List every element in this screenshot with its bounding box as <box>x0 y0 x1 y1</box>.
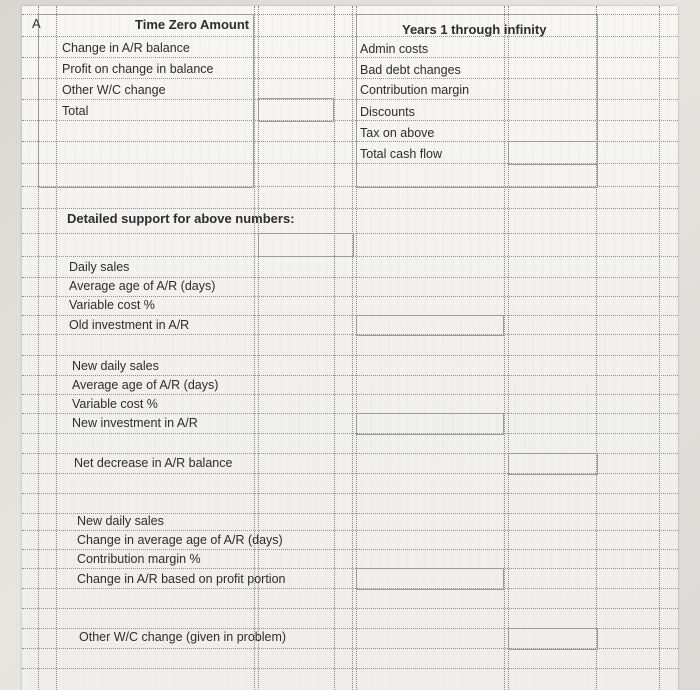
left-item-other-wc: Other W/C change <box>62 83 166 97</box>
right-item-tax: Tax on above <box>360 126 435 140</box>
corner-label: A <box>32 16 41 31</box>
g3-new-daily-sales: New daily sales <box>77 514 164 528</box>
profit-portion-cell[interactable] <box>356 568 504 590</box>
g1-average-age: Average age of A/R (days) <box>69 279 216 293</box>
left-item-total: Total <box>62 104 89 118</box>
g2-new-investment: New investment in A/R <box>72 416 198 430</box>
right-item-total-cash-flow: Total cash flow <box>360 147 442 161</box>
g2-variable-cost: Variable cost % <box>72 397 158 411</box>
new-investment-cell[interactable] <box>356 413 504 435</box>
worksheet <box>22 6 678 690</box>
other-wc-label: Other W/C change (given in problem) <box>79 630 287 644</box>
g1-daily-sales: Daily sales <box>69 260 130 274</box>
left-item-change-ar: Change in A/R balance <box>62 41 190 55</box>
support-title: Detailed support for above numbers: <box>67 211 295 226</box>
total-cash-flow-cell[interactable] <box>508 141 598 165</box>
total-input-cell[interactable] <box>258 98 334 122</box>
right-item-contribution: Contribution margin <box>360 83 470 97</box>
g2-average-age: Average age of A/R (days) <box>72 378 219 392</box>
g2-new-daily-sales: New daily sales <box>72 359 159 373</box>
right-item-admin: Admin costs <box>360 42 429 56</box>
header-time-zero: Time Zero Amount <box>135 17 250 32</box>
header-years: Years 1 through infinity <box>402 22 547 37</box>
g1-old-investment: Old investment in A/R <box>69 318 190 332</box>
left-item-profit: Profit on change in balance <box>62 62 214 76</box>
net-decrease-cell[interactable] <box>508 453 598 475</box>
net-decrease-label: Net decrease in A/R balance <box>74 456 233 470</box>
right-item-discounts: Discounts <box>360 105 415 119</box>
g1-variable-cost: Variable cost % <box>69 298 155 312</box>
other-wc-cell[interactable] <box>508 628 598 650</box>
g3-change-ar-profit: Change in A/R based on profit portion <box>77 572 286 586</box>
g3-change-average-age: Change in average age of A/R (days) <box>77 533 283 547</box>
old-investment-cell[interactable] <box>356 315 504 336</box>
g3-contribution-margin: Contribution margin % <box>77 552 201 566</box>
right-item-bad-debt: Bad debt changes <box>360 63 461 77</box>
support-cell[interactable] <box>258 233 354 257</box>
